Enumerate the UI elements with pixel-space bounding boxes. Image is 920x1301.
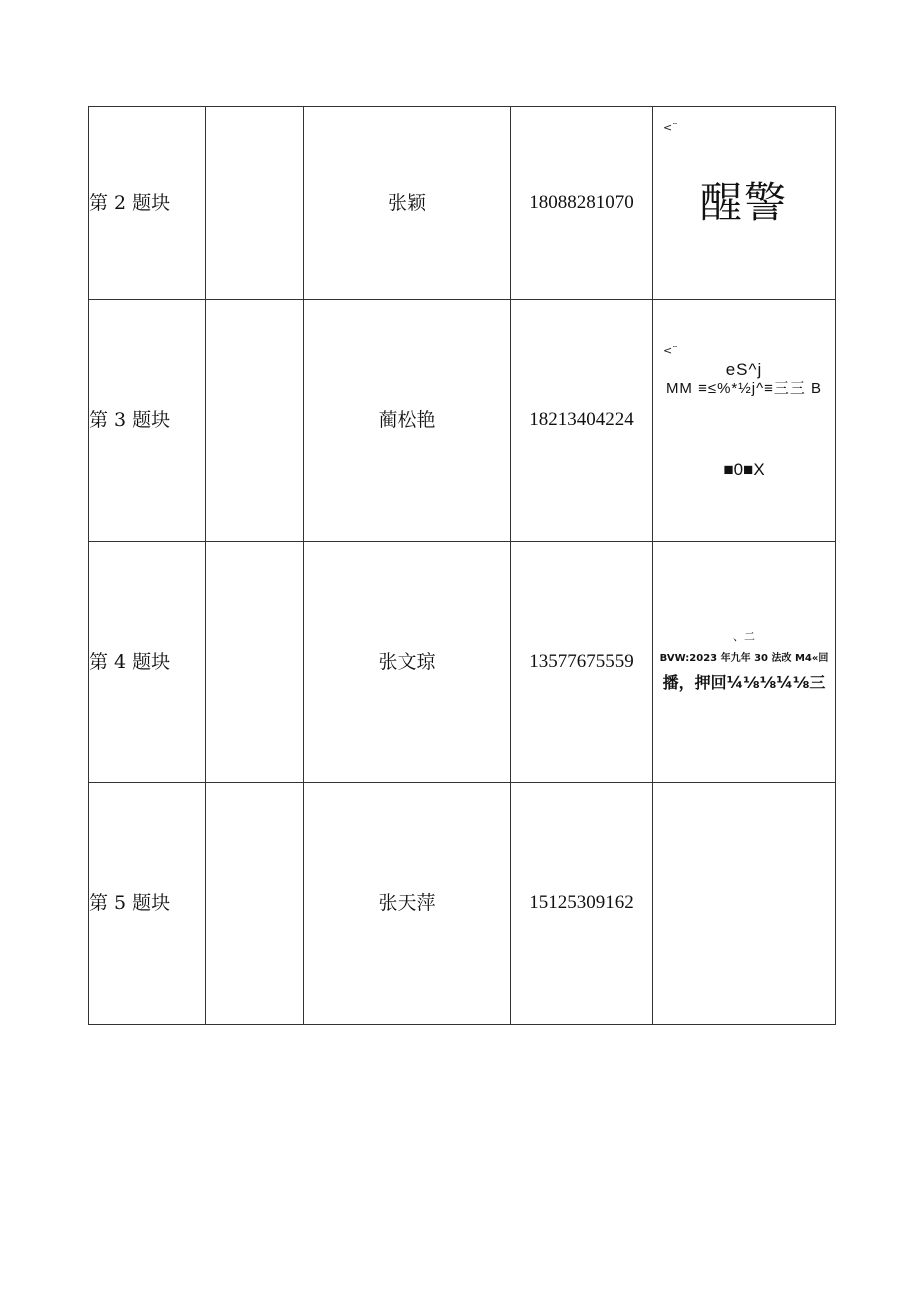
empty-cell xyxy=(206,783,304,1025)
signature-block xyxy=(666,360,822,481)
signature-cell xyxy=(653,107,836,300)
name-cell: 张颖 xyxy=(304,107,511,300)
table-row xyxy=(89,542,836,783)
phone-cell: 18213404224 xyxy=(511,300,653,542)
invigilator-table xyxy=(88,106,836,1025)
signature-line: 播，押回¼⅛⅛¼⅛三 xyxy=(662,673,826,693)
phone-cell: 15125309162 xyxy=(511,783,653,1025)
signature-line: BVW:2023 年九年 30 法改 M4«回 xyxy=(659,653,829,665)
signature-cell xyxy=(653,300,836,542)
name-cell: 张天萍 xyxy=(304,783,511,1025)
signature-line: eS^j xyxy=(725,359,763,379)
block-cell: 第 5 题块 xyxy=(89,783,206,1025)
block-cell: 第 3 题块 xyxy=(89,300,206,542)
signature-line: MM ≡≤%*½j^≡三三 B xyxy=(665,380,823,398)
signature-mark: <¨ xyxy=(663,344,678,357)
phone-cell: 18088281070 xyxy=(511,107,653,300)
signature-line: ■0■X xyxy=(723,460,765,480)
signature-cell xyxy=(653,783,836,1025)
signature-mark: <¨ xyxy=(663,121,678,134)
empty-cell xyxy=(206,300,304,542)
signature-mark: 、二 xyxy=(732,630,755,643)
table-row xyxy=(89,300,836,542)
block-cell: 第 4 题块 xyxy=(89,542,206,783)
signature-cell xyxy=(653,542,836,783)
name-cell: 张文琼 xyxy=(304,542,511,783)
phone-cell: 13577675559 xyxy=(511,542,653,783)
signature-text: 醒警 xyxy=(699,177,788,227)
empty-cell xyxy=(206,107,304,300)
empty-cell xyxy=(206,542,304,783)
table-row xyxy=(89,783,836,1025)
block-cell: 第 2 题块 xyxy=(89,107,206,300)
signature-block xyxy=(660,630,829,692)
table-row xyxy=(89,107,836,300)
name-cell: 蔺松艳 xyxy=(304,300,511,542)
